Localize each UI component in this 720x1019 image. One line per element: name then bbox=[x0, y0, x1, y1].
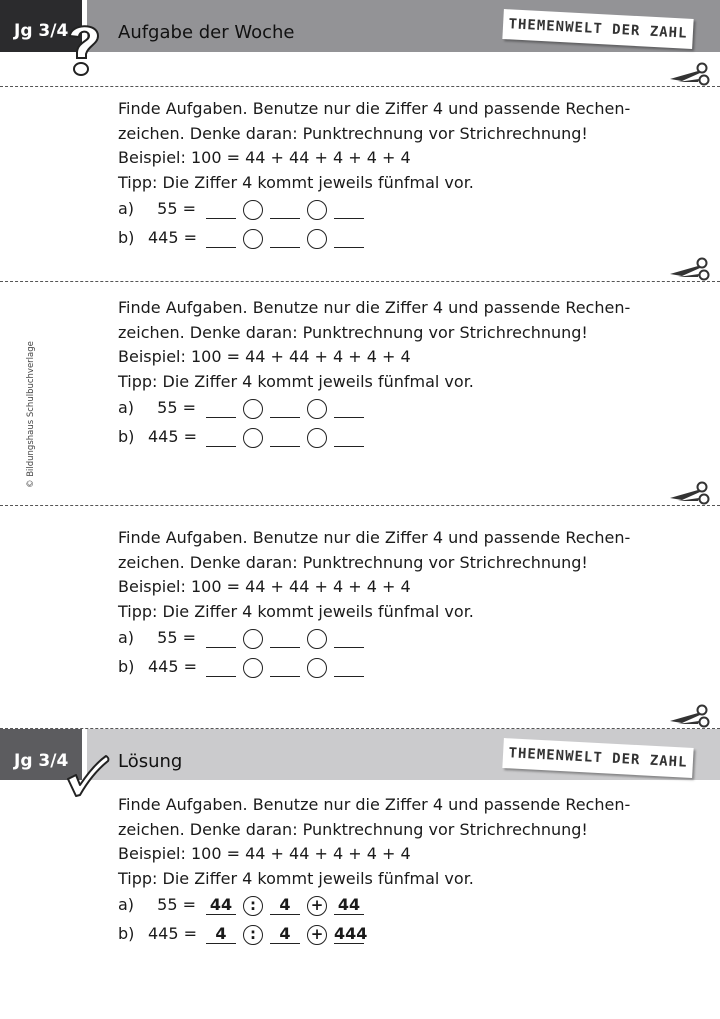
operator-circle[interactable] bbox=[243, 200, 263, 220]
instruction-line: Finde Aufgaben. Benutze nur die Ziffer 4 und passende Rechen- bbox=[118, 528, 631, 547]
operator-circle[interactable] bbox=[307, 399, 327, 419]
operator-circle[interactable] bbox=[243, 229, 263, 249]
operator-plus: + bbox=[307, 896, 327, 916]
instruction-line: Finde Aufgaben. Benutze nur die Ziffer 4 und passende Rechen- bbox=[118, 99, 631, 118]
checkmark-icon bbox=[64, 753, 110, 799]
answer-blank[interactable] bbox=[334, 658, 364, 677]
cut-line bbox=[0, 505, 720, 506]
operator-circle[interactable] bbox=[307, 229, 327, 249]
answer-blank[interactable] bbox=[334, 629, 364, 648]
answer-blank[interactable] bbox=[206, 229, 236, 248]
cut-line bbox=[0, 86, 720, 87]
equation-b: b) 445 = bbox=[118, 653, 678, 682]
grade-label: Jg 3/4 bbox=[14, 21, 69, 41]
cut-line bbox=[0, 728, 720, 729]
answer-blank[interactable] bbox=[206, 200, 236, 219]
grade-label: Jg 3/4 bbox=[14, 751, 69, 771]
tip: Tipp: Die Ziffer 4 kommt jeweils fünfmal vor. bbox=[118, 601, 474, 621]
example: Beispiel: 100 = 44 + 44 + 4 + 4 + 4 bbox=[118, 347, 411, 366]
equation-a: a) 55 = 44 : 4 + 44 bbox=[118, 891, 678, 920]
operator-circle[interactable] bbox=[243, 658, 263, 678]
themenwelt-stamp: THEMENWELT DER ZAHL bbox=[502, 9, 693, 49]
operator-divide: : bbox=[243, 925, 263, 945]
copyright-notice: © Bildungshaus Schulbuchverlage bbox=[26, 341, 36, 488]
scissors-icon bbox=[668, 61, 712, 87]
operator-circle[interactable] bbox=[307, 629, 327, 649]
answer-value: 4 bbox=[270, 896, 300, 915]
instruction-line: zeichen. Denke daran: Punktrechnung vor Strichrechnung! bbox=[118, 123, 588, 143]
operator-circle[interactable] bbox=[307, 428, 327, 448]
operator-circle[interactable] bbox=[243, 428, 263, 448]
answer-blank[interactable] bbox=[206, 629, 236, 648]
example: Beispiel: 100 = 44 + 44 + 4 + 4 + 4 bbox=[118, 844, 411, 863]
solution-block bbox=[118, 793, 678, 949]
answer-blank[interactable] bbox=[334, 229, 364, 248]
equation-b: b) 445 = 4 : 4 + 444 bbox=[118, 924, 368, 944]
themenwelt-stamp: THEMENWELT DER ZAHL bbox=[502, 738, 693, 778]
page-title: Aufgabe der Woche bbox=[118, 22, 295, 43]
answer-value: 4 bbox=[270, 925, 300, 944]
answer-value: 4 bbox=[206, 925, 236, 944]
answer-value: 444 bbox=[334, 924, 368, 943]
tip: Tipp: Die Ziffer 4 kommt jeweils fünfmal vor. bbox=[118, 868, 474, 888]
answer-blank[interactable] bbox=[334, 200, 364, 219]
answer-blank[interactable] bbox=[334, 428, 364, 447]
tip: Tipp: Die Ziffer 4 kommt jeweils fünfmal vor. bbox=[118, 172, 474, 192]
operator-circle[interactable] bbox=[307, 658, 327, 678]
equation-a: a) 55 = bbox=[118, 394, 678, 423]
answer-blank[interactable] bbox=[270, 229, 300, 248]
answer-value: 44 bbox=[334, 896, 364, 915]
equation-b: b) 445 = bbox=[118, 423, 678, 452]
instruction-line: zeichen. Denke daran: Punktrechnung vor Strichrechnung! bbox=[118, 552, 588, 572]
answer-blank[interactable] bbox=[270, 428, 300, 447]
tip: Tipp: Die Ziffer 4 kommt jeweils fünfmal vor. bbox=[118, 371, 474, 391]
instruction-line: Finde Aufgaben. Benutze nur die Ziffer 4 und passende Rechen- bbox=[118, 795, 631, 814]
answer-blank[interactable] bbox=[270, 629, 300, 648]
operator-divide: : bbox=[243, 896, 263, 916]
example: Beispiel: 100 = 44 + 44 + 4 + 4 + 4 bbox=[118, 577, 411, 596]
page-title: Lösung bbox=[118, 751, 183, 772]
question-mark-icon bbox=[66, 22, 102, 78]
operator-plus: + bbox=[307, 925, 327, 945]
scissors-icon bbox=[668, 256, 712, 282]
task-block bbox=[118, 526, 678, 682]
answer-blank[interactable] bbox=[206, 428, 236, 447]
example: Beispiel: 100 = 44 + 44 + 4 + 4 + 4 bbox=[118, 148, 411, 167]
equation-b: b) 445 = bbox=[118, 224, 678, 253]
instruction-line: Finde Aufgaben. Benutze nur die Ziffer 4 und passende Rechen- bbox=[118, 298, 631, 317]
instruction-line: zeichen. Denke daran: Punktrechnung vor Strichrechnung! bbox=[118, 322, 588, 342]
task-block bbox=[118, 296, 678, 452]
answer-blank[interactable] bbox=[270, 658, 300, 677]
answer-blank[interactable] bbox=[334, 399, 364, 418]
operator-circle[interactable] bbox=[307, 200, 327, 220]
answer-blank[interactable] bbox=[270, 200, 300, 219]
equation-a: a) 55 = bbox=[118, 195, 678, 224]
instruction-line: zeichen. Denke daran: Punktrechnung vor Strichrechnung! bbox=[118, 819, 588, 839]
answer-blank[interactable] bbox=[206, 658, 236, 677]
operator-circle[interactable] bbox=[243, 629, 263, 649]
scissors-icon bbox=[668, 480, 712, 506]
cut-line bbox=[0, 281, 720, 282]
answer-blank[interactable] bbox=[270, 399, 300, 418]
answer-blank[interactable] bbox=[206, 399, 236, 418]
scissors-icon bbox=[668, 703, 712, 729]
operator-circle[interactable] bbox=[243, 399, 263, 419]
answer-value: 44 bbox=[206, 896, 236, 915]
task-block bbox=[118, 97, 678, 253]
equation-a: a) 55 = bbox=[118, 624, 678, 653]
